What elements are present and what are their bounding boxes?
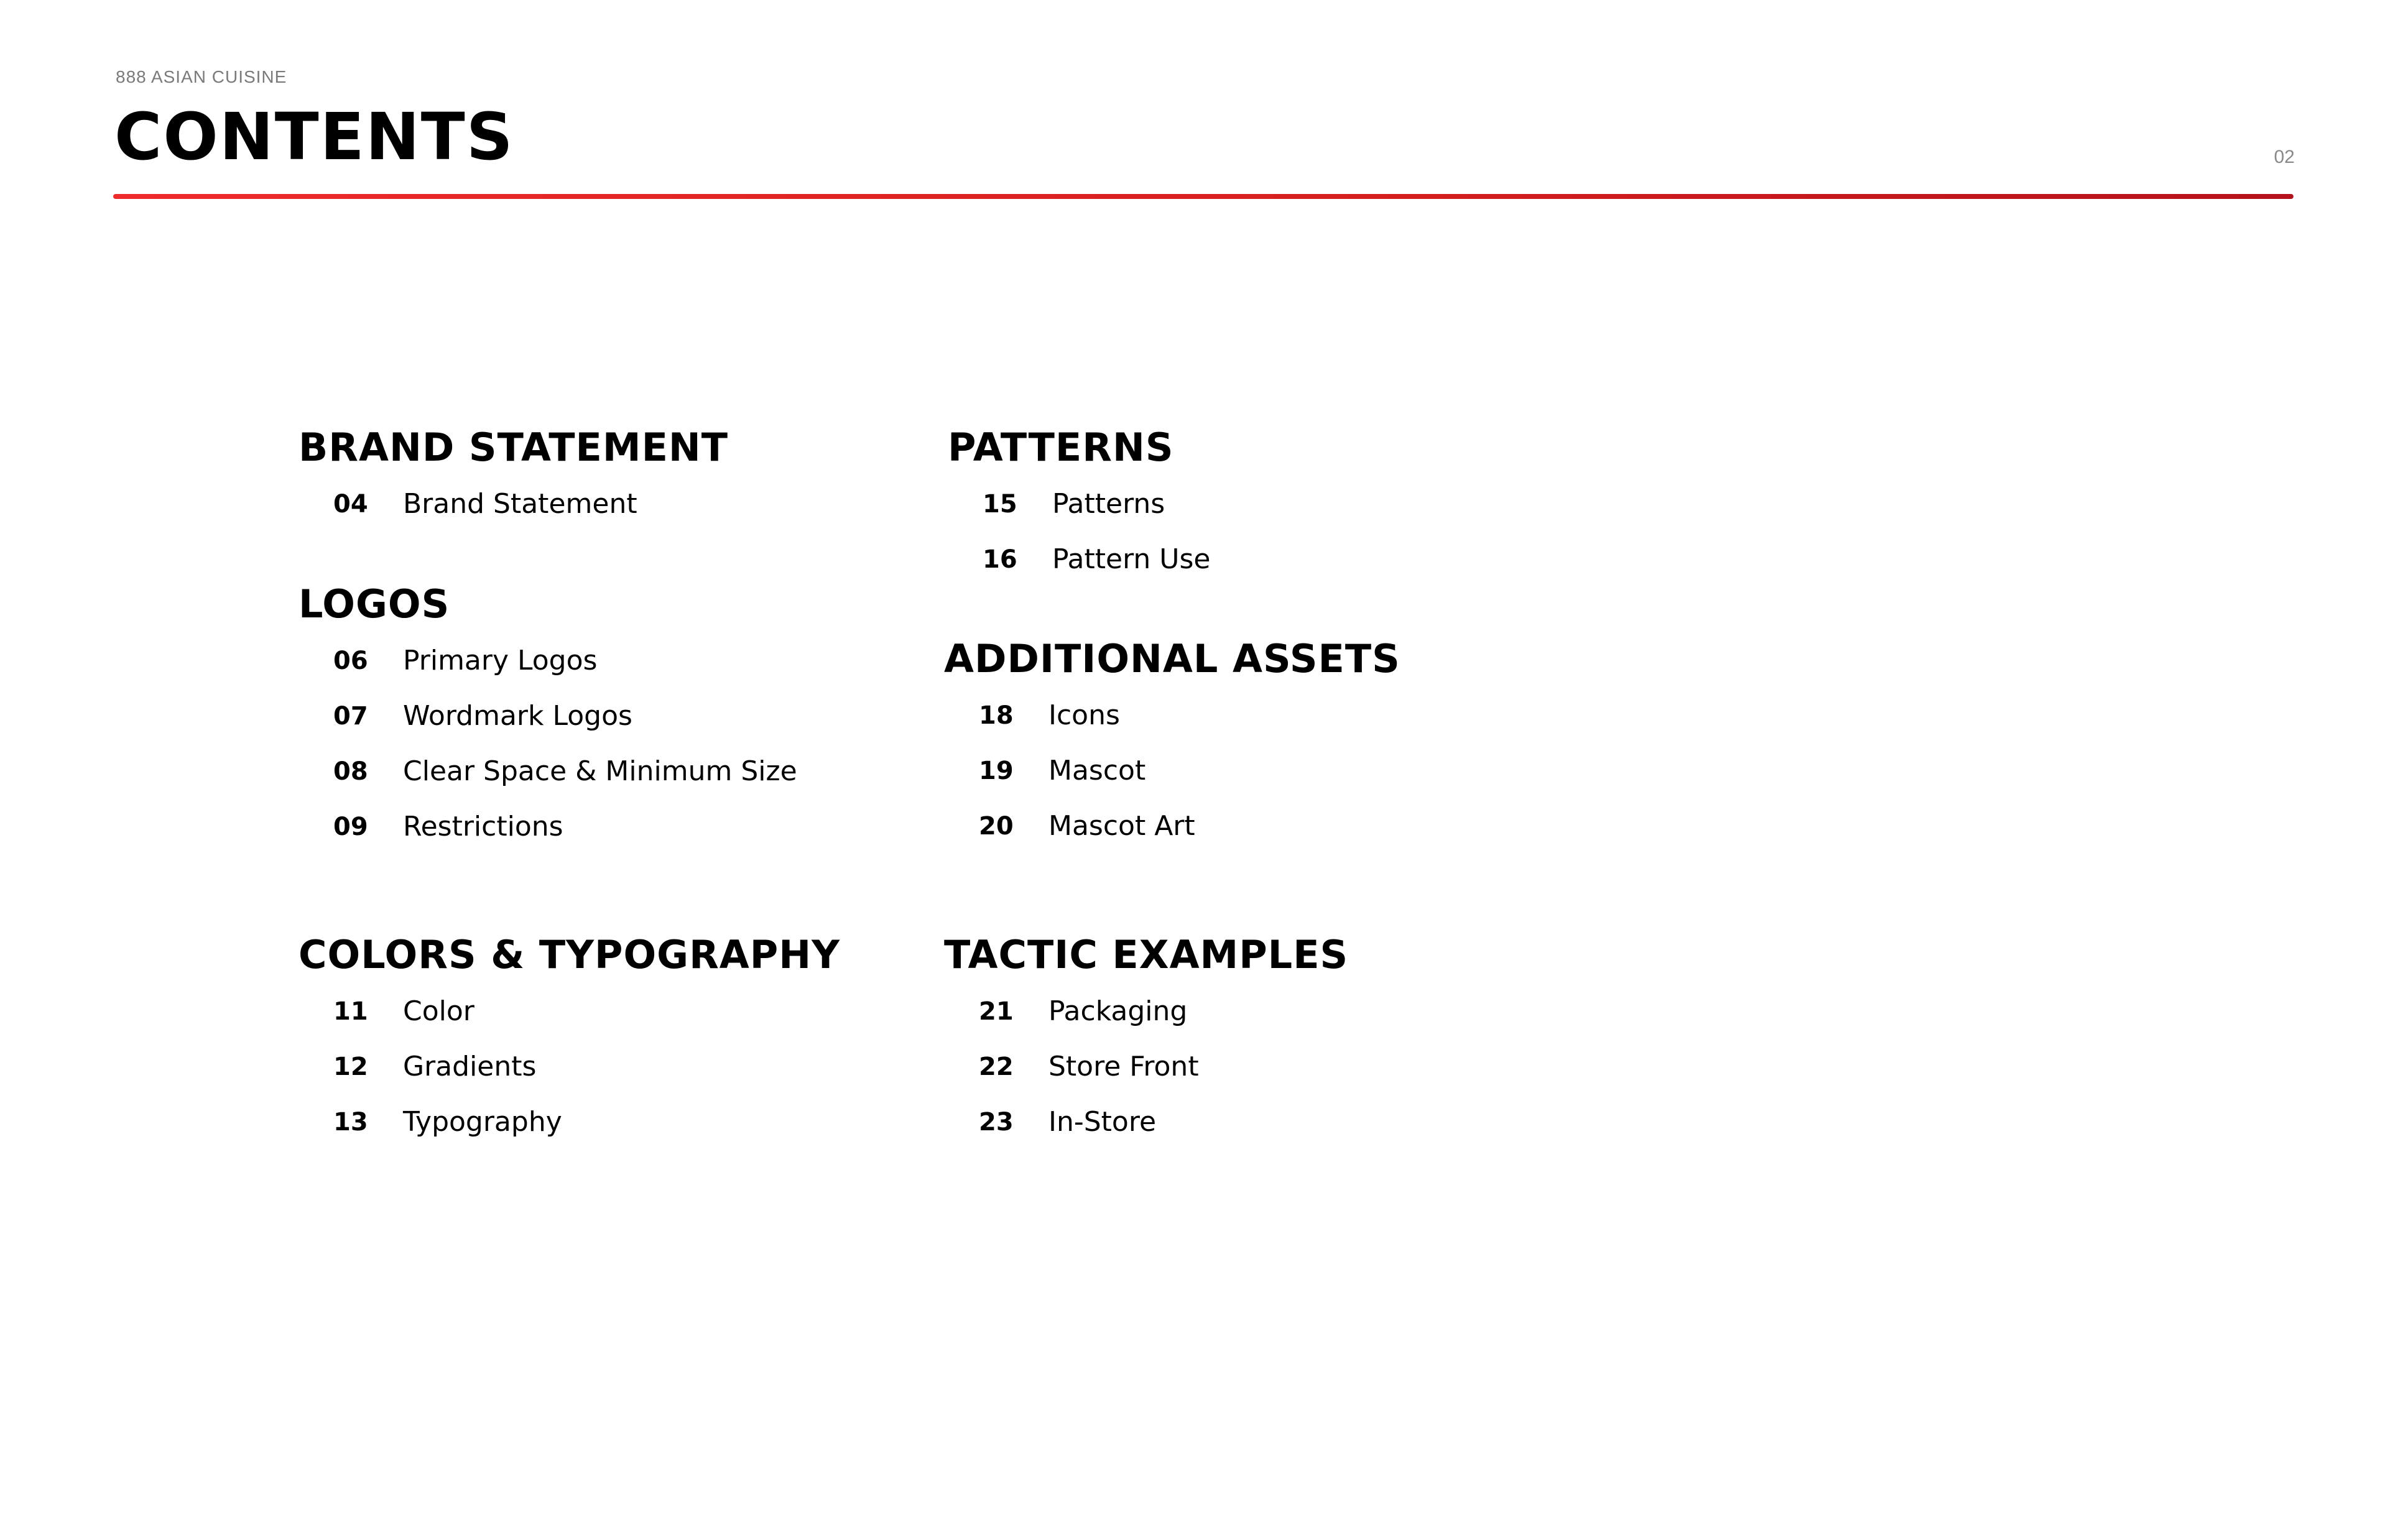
toc-page-number: 23: [979, 1107, 1014, 1137]
brand-name: 888 ASIAN CUISINE: [116, 67, 287, 86]
section-patterns: [948, 423, 1210, 587]
toc-label: Mascot: [1048, 755, 1146, 786]
section-colors-typography: [298, 930, 840, 1150]
toc-page-number: 12: [333, 1052, 368, 1081]
toc-entry[interactable]: [298, 744, 797, 799]
section-heading: ADDITIONAL ASSETS: [944, 636, 1400, 681]
toc-label: Pattern Use: [1052, 543, 1211, 575]
section-additional-assets: [944, 634, 1400, 854]
toc-label: Wordmark Logos: [403, 700, 632, 732]
toc-entry[interactable]: [944, 743, 1400, 798]
toc-entry[interactable]: [944, 1039, 1348, 1094]
toc-label: Clear Space & Minimum Size: [403, 755, 797, 787]
toc-page-number: 06: [333, 646, 368, 675]
toc-label: Store Front: [1048, 1051, 1199, 1082]
section-brand-statement: [298, 423, 728, 532]
toc-label: In-Store: [1048, 1106, 1157, 1138]
toc-label: Brand Statement: [403, 488, 637, 520]
toc-page-number: 22: [979, 1052, 1014, 1081]
toc-page-number: 13: [333, 1107, 368, 1137]
toc-entry[interactable]: [298, 799, 797, 854]
section-heading: TACTIC EXAMPLES: [944, 932, 1349, 977]
toc-label: Packaging: [1048, 995, 1188, 1027]
toc-page-number: 21: [979, 997, 1014, 1026]
section-heading: BRAND STATEMENT: [298, 425, 729, 470]
toc-label: Gradients: [403, 1051, 537, 1082]
toc-entry[interactable]: [944, 688, 1400, 743]
toc-label: Typography: [403, 1106, 562, 1138]
toc-label: Primary Logos: [403, 645, 598, 676]
toc-list: [298, 984, 840, 1150]
toc-page-number: 04: [333, 489, 368, 519]
toc-entry[interactable]: [298, 633, 797, 688]
toc-page-number: 19: [979, 756, 1014, 785]
toc-entry[interactable]: [298, 1094, 840, 1150]
section-tactic-examples: [944, 930, 1348, 1150]
section-heading: COLORS & TYPOGRAPHY: [298, 932, 841, 977]
toc-entry[interactable]: [944, 1094, 1348, 1150]
toc-list: [298, 633, 797, 854]
toc-page-number: 16: [983, 545, 1017, 574]
toc-page-number: 07: [333, 701, 368, 731]
toc-label: Color: [403, 995, 474, 1027]
toc-page-number: 08: [333, 757, 368, 786]
section-logos: [298, 579, 797, 854]
toc-page-number: 18: [979, 701, 1014, 730]
section-heading: PATTERNS: [948, 425, 1174, 470]
toc-page-number: 09: [333, 812, 368, 841]
header-rule: [113, 194, 2293, 199]
toc-page-number: 20: [979, 811, 1014, 841]
toc-entry[interactable]: [944, 798, 1400, 854]
toc-list: [948, 476, 1210, 587]
toc-entry[interactable]: [298, 984, 840, 1039]
toc-entry[interactable]: [944, 984, 1348, 1039]
toc-label: Restrictions: [403, 811, 563, 842]
toc-entry[interactable]: [298, 476, 728, 532]
section-heading: LOGOS: [298, 581, 450, 627]
toc-entry[interactable]: [298, 1039, 840, 1094]
toc-list: [944, 688, 1400, 854]
toc-entry[interactable]: [298, 688, 797, 744]
toc-page-number: 11: [333, 997, 368, 1026]
toc-list: [298, 476, 728, 532]
toc-page-number: 15: [983, 489, 1017, 519]
toc-entry[interactable]: [948, 476, 1210, 532]
toc-label: Patterns: [1052, 488, 1165, 520]
toc-list: [944, 984, 1348, 1150]
page-number: 02: [2274, 147, 2295, 167]
toc-label: Mascot Art: [1048, 810, 1195, 842]
page-title: CONTENTS: [114, 99, 514, 175]
toc-label: Icons: [1048, 699, 1120, 731]
toc-entry[interactable]: [948, 532, 1210, 587]
